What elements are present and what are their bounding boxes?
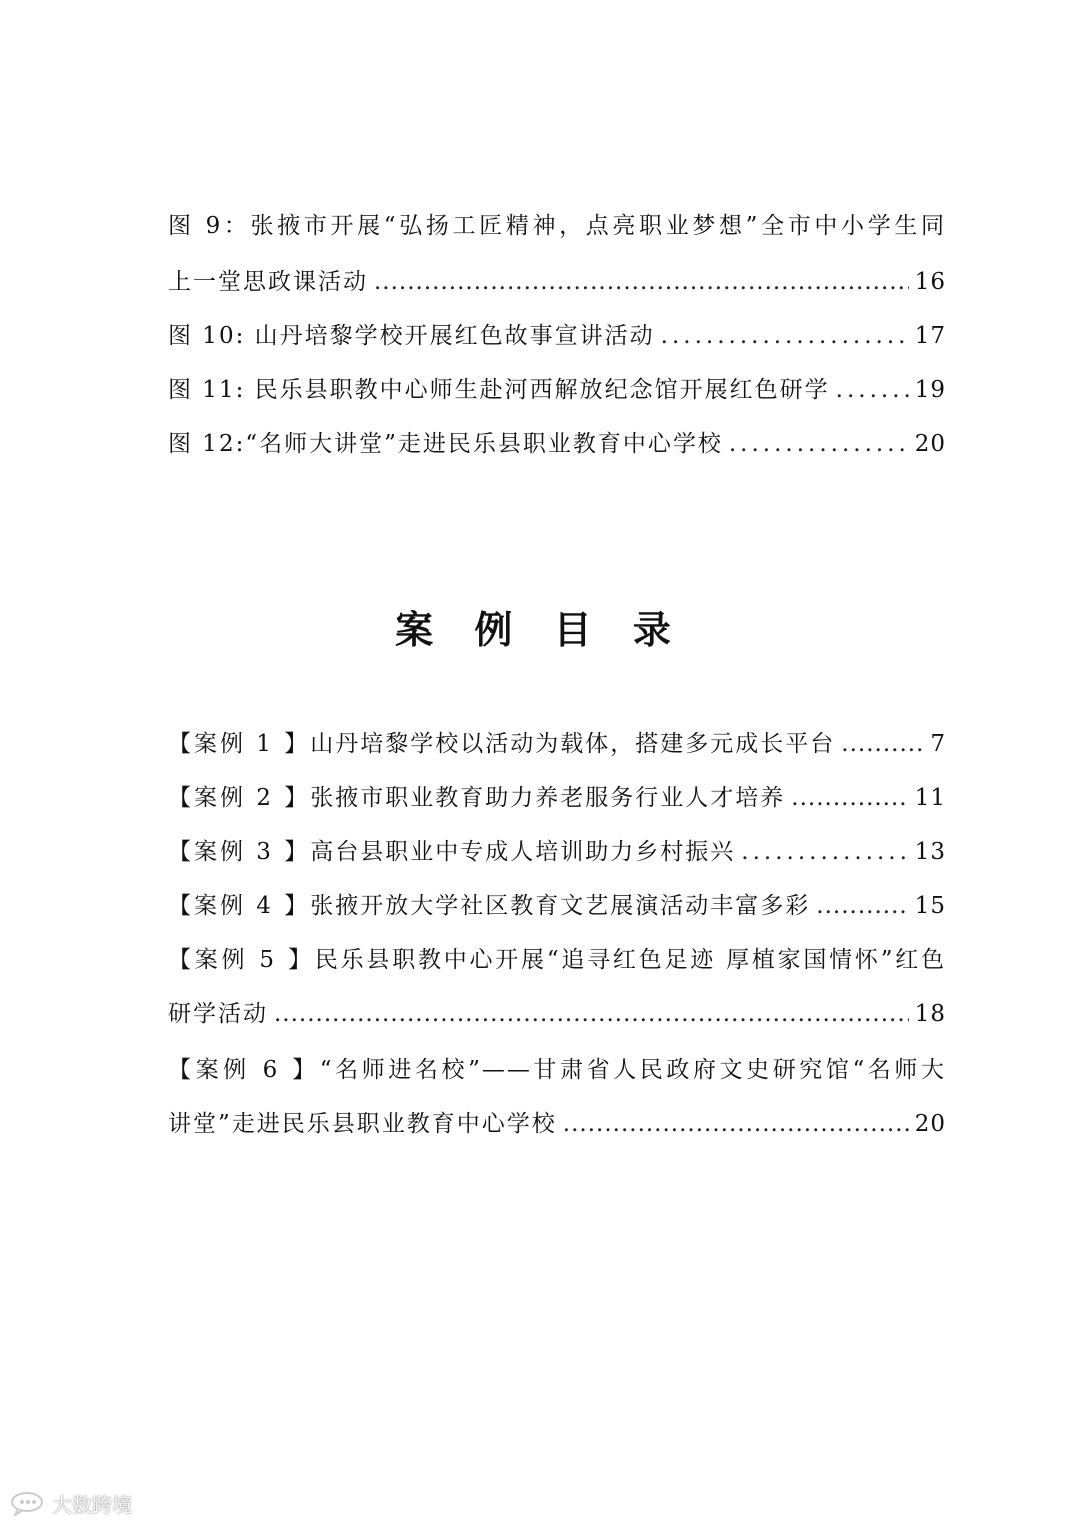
toc-figure-11-page: 19 [914, 377, 946, 403]
toc-figure-9-page: 16 [914, 269, 946, 295]
toc-case-4-tag: 【案例 4 】 [168, 893, 311, 919]
toc-case-2-tag: 【案例 2 】 [168, 785, 311, 811]
dot-leader [791, 778, 908, 818]
dot-leader [563, 1104, 909, 1144]
toc-case-2-page: 11 [914, 785, 946, 811]
dot-leader [374, 262, 909, 302]
toc-case-5-tag: 【案例 5 】 [168, 947, 315, 973]
toc-case-3-tag: 【案例 3 】 [168, 839, 311, 865]
toc-figure-9-label-line1: 图 9：张掖市开展“弘扬工匠精神，点亮职业梦想”全市中小学生同 [168, 213, 946, 239]
toc-case-3-title: 高台县职业中专成人培训助力乡村振兴 [310, 839, 736, 865]
dot-leader [741, 832, 908, 872]
toc-case-2[interactable] [168, 778, 946, 818]
toc-case-4-page: 15 [914, 893, 946, 919]
toc-case-4-title: 张掖开放大学社区教育文艺展演活动丰富多彩 [310, 893, 811, 919]
toc-figure-9[interactable] [168, 262, 946, 302]
dot-leader [661, 316, 909, 356]
toc-case-3-page: 13 [914, 839, 946, 865]
section-title: 案 例 目 录 [395, 607, 685, 652]
toc-case-4[interactable] [168, 886, 946, 926]
toc-case-6-title: 讲堂”走进民乐县职业教育中心学校 [168, 1111, 557, 1137]
toc-figure-9-line1 [168, 206, 946, 246]
toc-case-5-title: 研学活动 [168, 1001, 268, 1027]
toc-case-6-tag: 【案例 6 】 [168, 1057, 320, 1083]
toc-case-5-page: 18 [914, 1001, 946, 1027]
toc-figure-9-label: 上一堂思政课活动 [168, 269, 368, 295]
toc-figure-10-page: 17 [914, 323, 946, 349]
watermark [10, 1488, 132, 1518]
toc-figure-12-label: 图 12:“名师大讲堂”走进民乐县职业教育中心学校 [168, 431, 723, 457]
watermark-text: 大数跨境 [52, 1492, 132, 1517]
toc-case-1-title: 山丹培黎学校以活动为载体，搭建多元成长平台 [310, 731, 836, 757]
toc-case-1[interactable] [168, 724, 946, 764]
dot-leader [836, 370, 909, 410]
toc-case-6[interactable] [168, 1104, 946, 1144]
toc-figure-11[interactable] [168, 370, 946, 410]
dot-leader [816, 886, 908, 926]
toc-figure-10-label: 图 10: 山丹培黎学校开展红色故事宣讲活动 [168, 323, 655, 349]
toc-figure-10[interactable] [168, 316, 946, 356]
toc-figure-12[interactable] [168, 424, 946, 464]
dot-leader [729, 424, 909, 464]
toc-case-6-title-line1: “名师进名校”——甘肃省人民政府文史研究馆“名师大 [319, 1057, 946, 1083]
toc-figure-11-label: 图 11: 民乐县职教中心师生赴河西解放纪念馆开展红色研学 [168, 377, 830, 403]
toc-case-6-page: 20 [914, 1111, 946, 1137]
dot-leader [841, 724, 924, 764]
toc-case-5-line1 [168, 940, 946, 980]
toc-case-5-title-line1: 民乐县职教中心开展“追寻红色足迹 厚植家国情怀”红色 [314, 947, 946, 973]
toc-case-1-tag: 【案例 1 】 [168, 731, 311, 757]
toc-case-3[interactable] [168, 832, 946, 872]
toc-case-1-page: 7 [930, 731, 946, 757]
toc-case-2-title: 张掖市职业教育助力养老服务行业人才培养 [310, 785, 786, 811]
dot-leader [274, 994, 909, 1034]
toc-case-6-line1 [168, 1050, 946, 1090]
chat-bubble-logo-icon [10, 1490, 46, 1516]
toc-case-5[interactable] [168, 994, 946, 1034]
toc-figure-12-page: 20 [914, 431, 946, 457]
